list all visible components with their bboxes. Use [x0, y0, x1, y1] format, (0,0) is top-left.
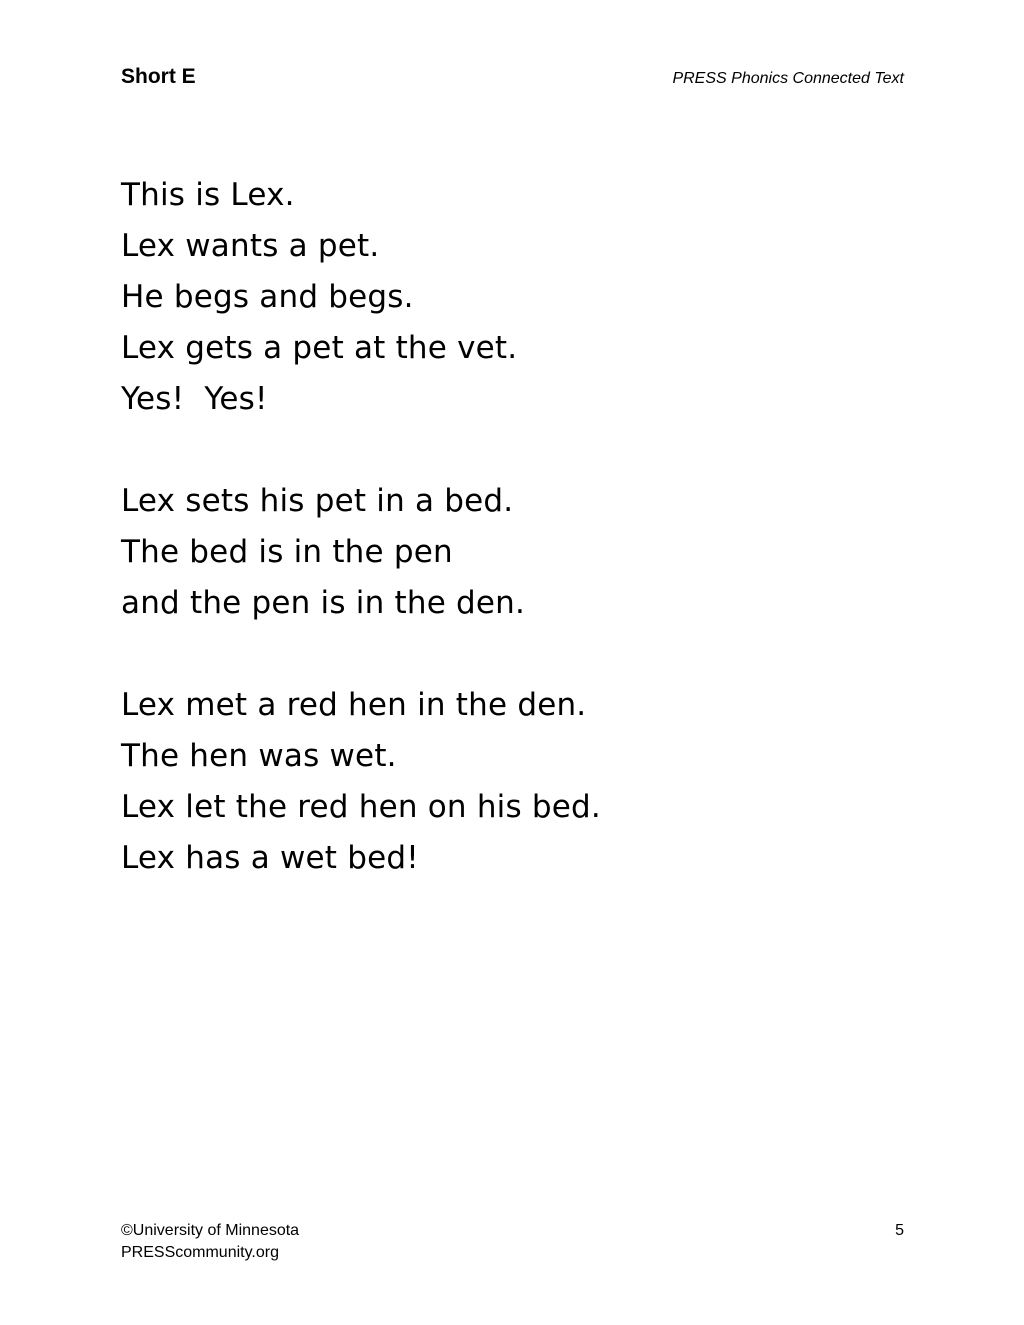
story-line: He begs and begs.: [121, 279, 414, 315]
story-line: and the pen is in the den.: [121, 585, 526, 621]
copyright-text: ©University of Minnesota: [121, 1222, 300, 1239]
story-text: [121, 170, 921, 935]
story-line: The hen was wet.: [121, 738, 397, 774]
stanza-3: [121, 680, 921, 884]
website-link[interactable]: PRESScommunity.org: [121, 1244, 279, 1261]
story-line: Lex met a red hen in the den.: [121, 687, 587, 723]
story-line: The bed is in the pen: [121, 534, 453, 570]
story-line: Lex gets a pet at the vet.: [121, 330, 518, 366]
story-line: Lex let the red hen on his bed.: [121, 789, 601, 825]
story-line: Lex wants a pet.: [121, 228, 380, 264]
footer-credits: [121, 1220, 299, 1264]
series-title: PRESS Phonics Connected Text: [672, 70, 904, 87]
stanza-1: [121, 170, 921, 425]
story-line: Lex has a wet bed!: [121, 840, 419, 876]
story-line: Yes! Yes!: [121, 381, 268, 417]
story-line: This is Lex.: [121, 177, 295, 213]
page-number: 5: [895, 1222, 904, 1239]
story-line: Lex sets his pet in a bed.: [121, 483, 514, 519]
stanza-2: [121, 476, 921, 629]
page-title: Short E: [121, 65, 196, 88]
